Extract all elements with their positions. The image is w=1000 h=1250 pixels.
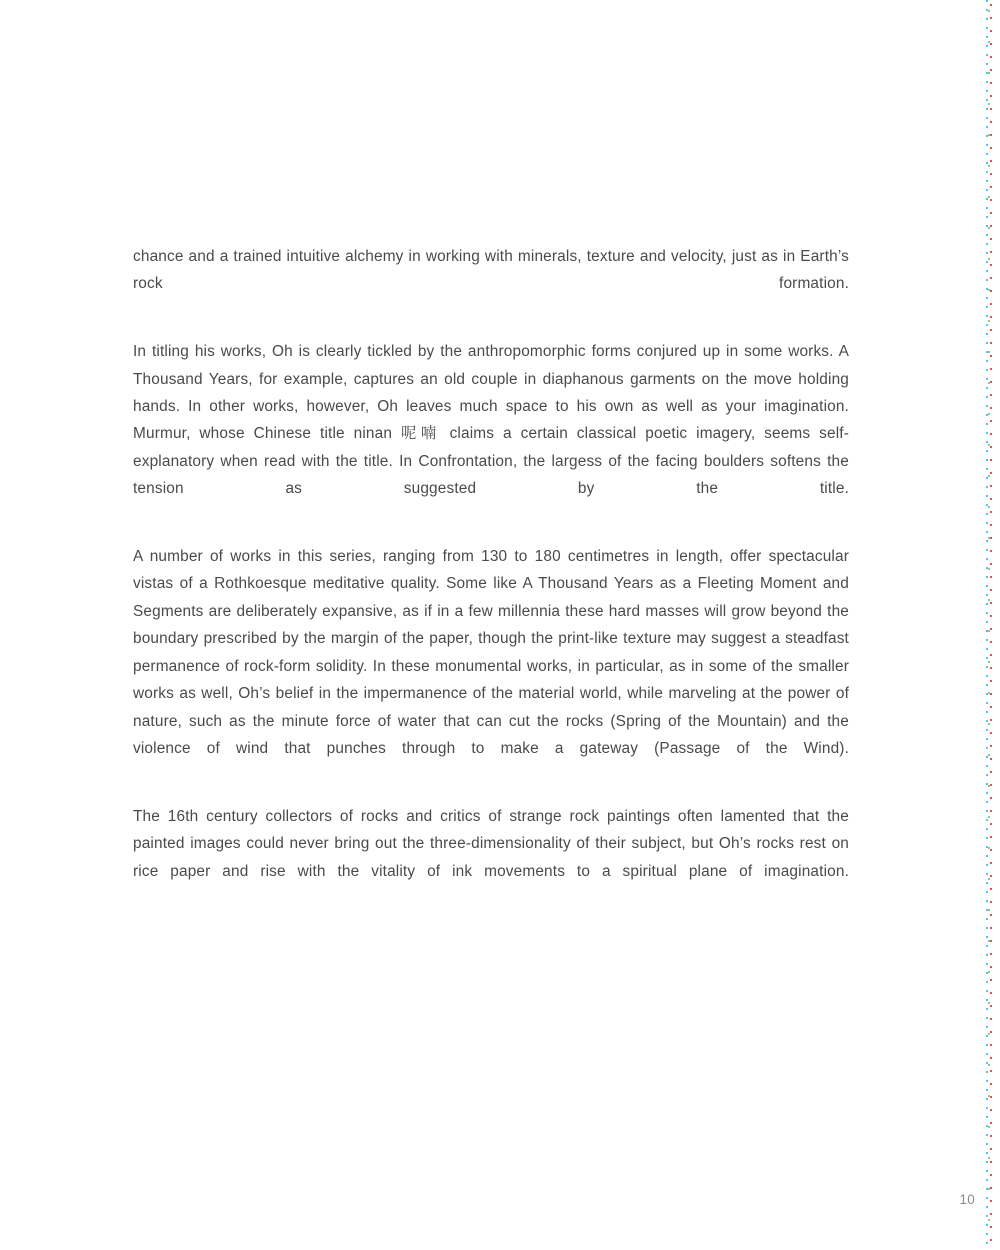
scan-edge-green-dots (988, 0, 990, 1250)
paragraph: In titling his works, Oh is clearly tickled by the anthropomorphic forms conjured up in some works. A Thousand Years, for example, captures an old couple in diaphanous garments on the move holding hands. In other works, however, Oh leaves much space to his own as well as your imagination. Murmur, whose Chinese title ninan 呢喃 claims a certain classical poetic imagery, seems self-explanatory when read with the title. In Confrontation, the largess of the facing boulders softens the tension as suggested by the title. (133, 343, 849, 498)
paragraph: chance and a trained intuitive alchemy in working with minerals, texture and velocity, just as in Earth’s rock formation. (133, 248, 849, 293)
scan-edge-red-dots (990, 0, 992, 1250)
scan-edge-artifact (985, 0, 995, 1250)
body-text-column (133, 243, 849, 912)
paragraph: The 16th century collectors of rocks and critics of strange rock paintings often lamented that the painted images could never bring out the three-dimensionality of their subject, but Oh’s rocks rest on rice paper and rise with the vitality of ink movements to a spiritual plane of imagination. (133, 807, 849, 880)
scan-edge-cyan-dots (986, 0, 988, 1250)
paragraph: A number of works in this series, ranging from 130 to 180 centimetres in length, offer spectacular vistas of a Rothkoesque meditative quality. Some like A Thousand Years as a Fleeting Moment and Segments are deliberately expansive, as if in a few millennia these hard masses will grow beyond the boundary prescribed by the margin of the paper, though the print-like texture may suggest a steadfast permanence of rock-form solidity. In these monumental works, in particular, as in some of the smaller works as well, Oh’s belief in the impermanence of the material world, while marveling at the power of nature, such as the minute force of water that can cut the rocks (Spring of the Mountain) and the violence of wind that punches through to make a gateway (Passage of the Wind). (133, 548, 849, 757)
page-number: 10 (959, 1192, 975, 1207)
